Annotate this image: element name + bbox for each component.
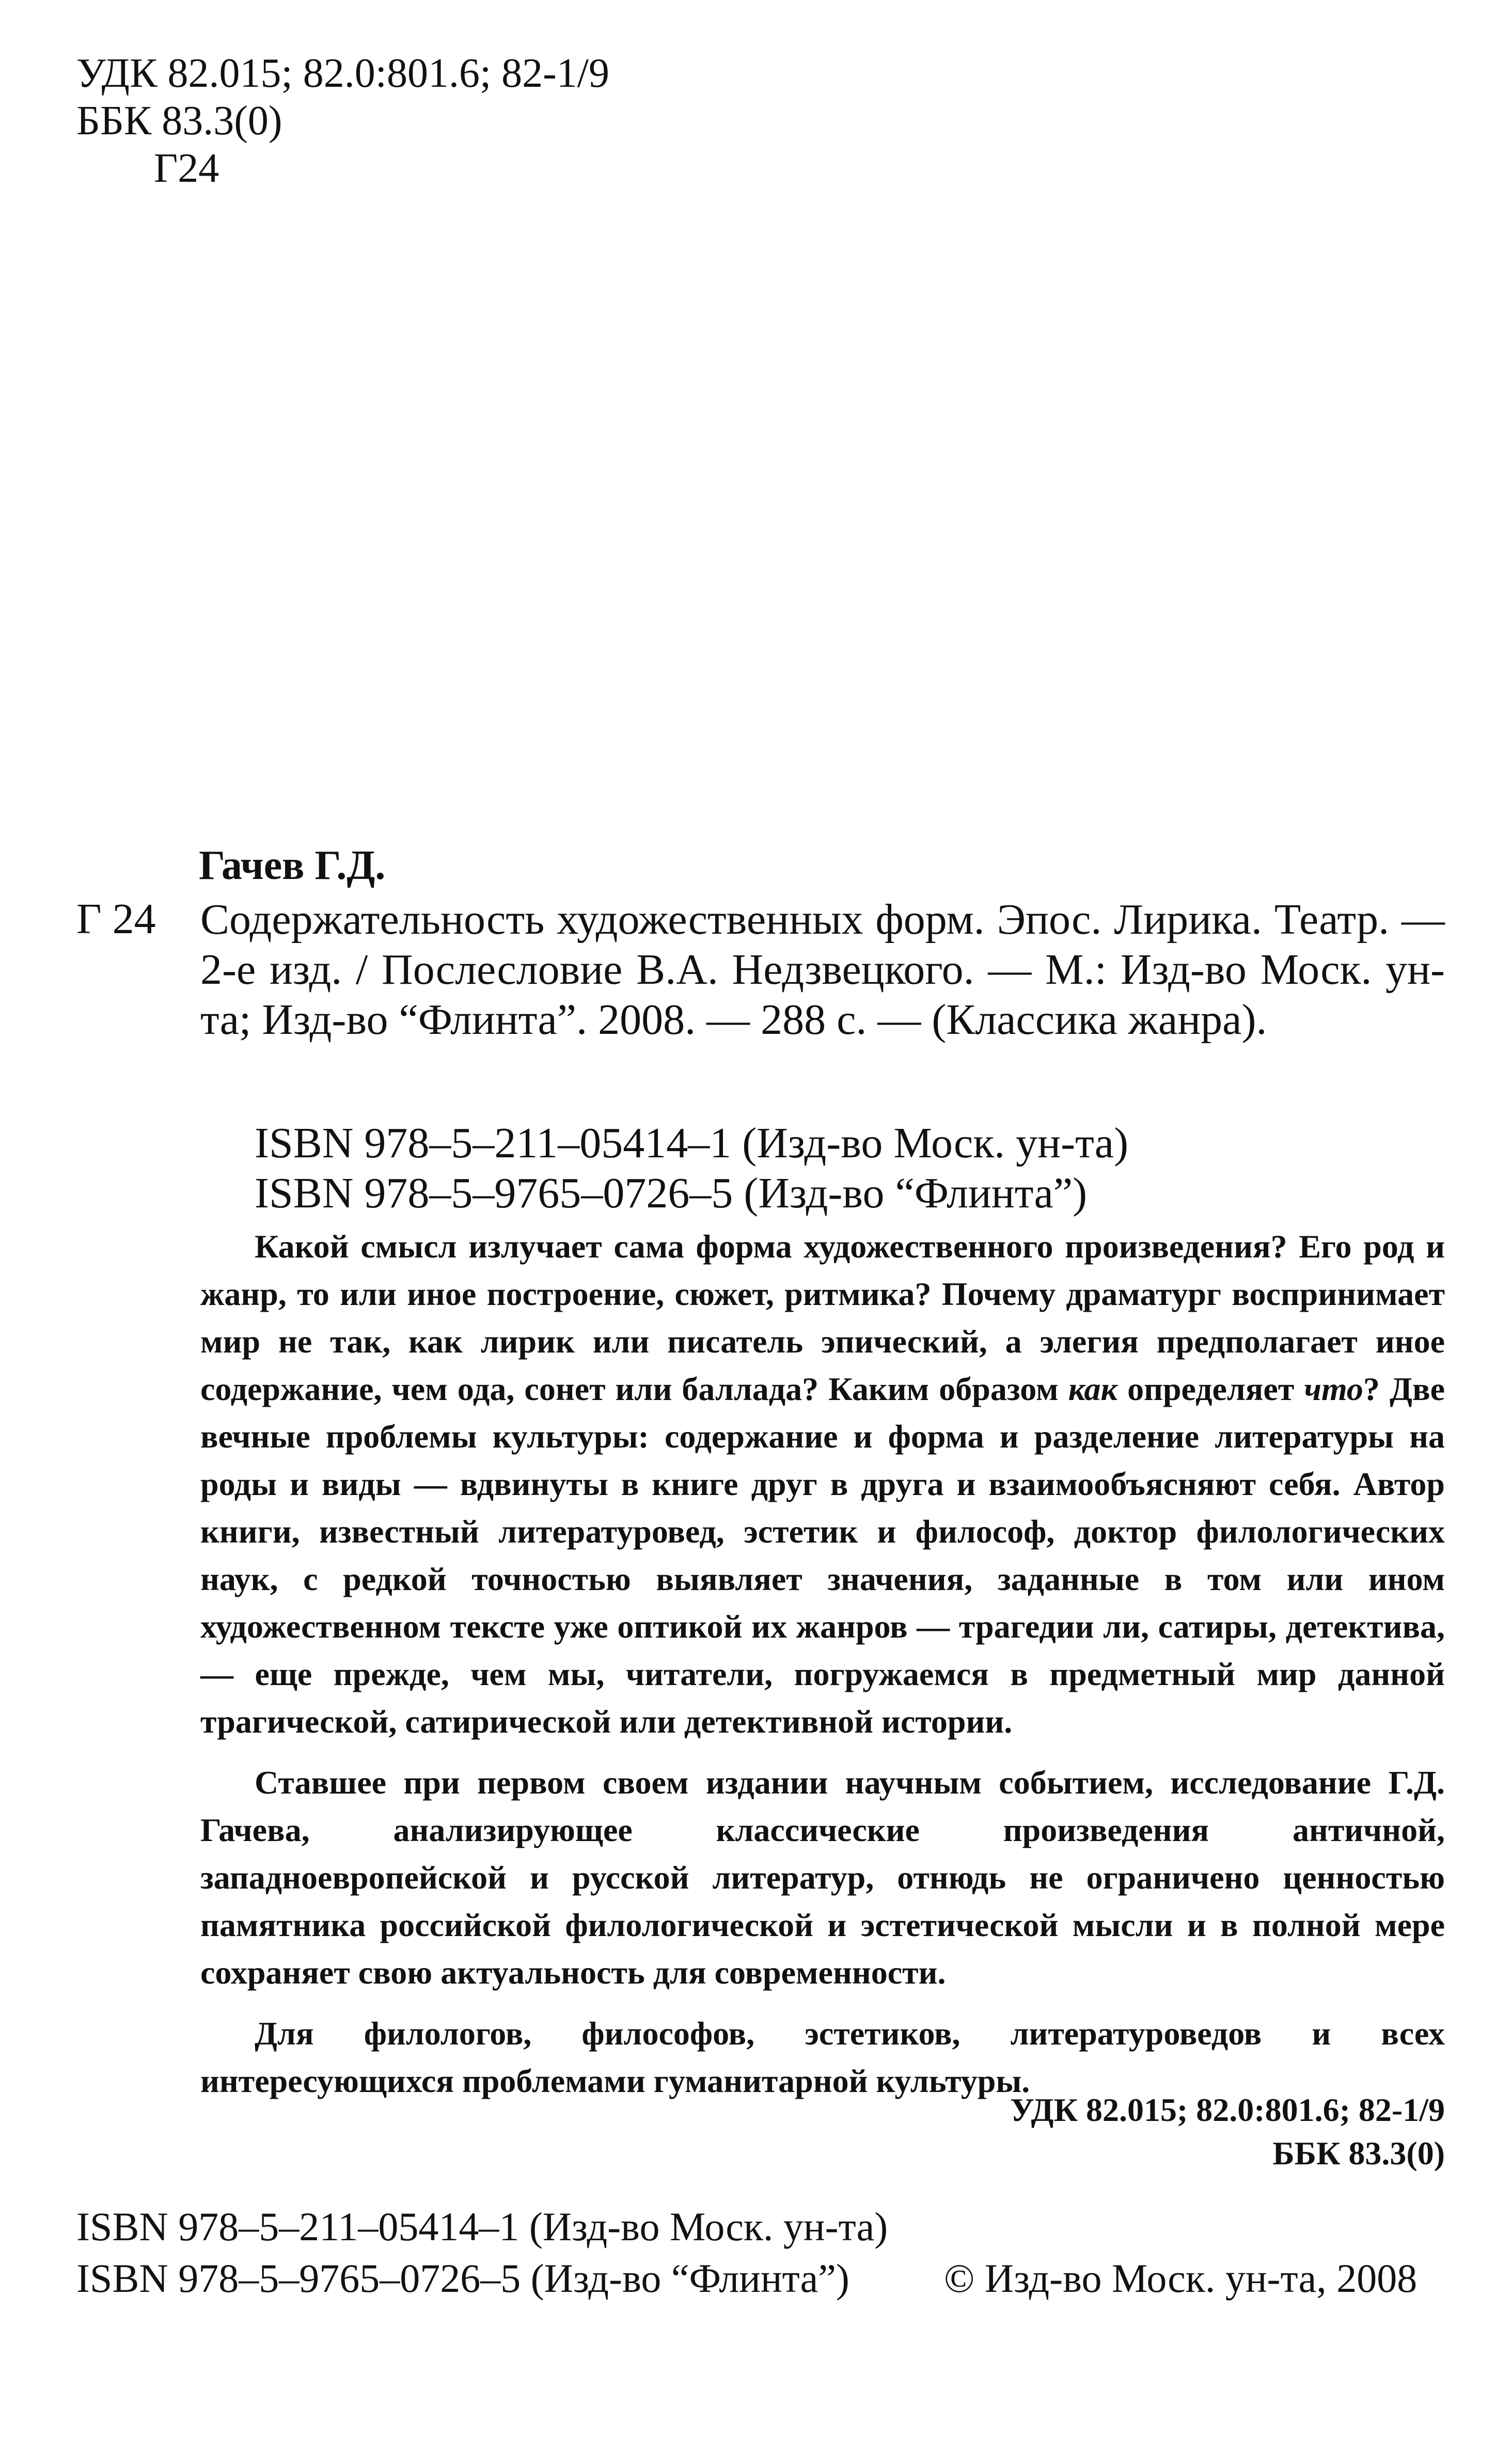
bibliographic-description <box>200 894 1445 1045</box>
bbk-code: ББК 83.3(0) <box>76 98 282 144</box>
udk-code: УДК 82.015; 82.0:801.6; 82-1/9 <box>1010 2092 1445 2128</box>
bbk-code: ББК 83.3(0) <box>1272 2135 1445 2172</box>
isbn-flinta: ISBN 978–5–9765–0726–5 (Изд-во “Флинта”) <box>255 1169 1088 1217</box>
author-mark: Г24 <box>154 146 219 191</box>
description-line: (Классика жанра). <box>932 996 1267 1044</box>
annotation <box>200 1223 1445 2118</box>
annotation-italic: как <box>1068 1371 1117 1407</box>
classification-footer <box>1010 2088 1445 2175</box>
isbn-msu: ISBN 978–5–211–05414–1 (Изд-во Моск. ун-та) <box>255 1119 1129 1167</box>
annotation-text: ? Две вечные проблемы культуры: содержание и форма и разделение литературы на роды и виды — вдвинуты в книге друг в друга и взаимообъясняют себя. Автор книги, известный литературовед, эстетик и философ, доктор филологических наук, с редкой точностью выявляет значения, заданные в том или ином художественном тексте уже оптикой их жанров — трагедии ли, сатиры, детектива, — еще прежде, чем мы, читатели, погружаемся в предметный мир данной трагической, сатирической или детективной истории. <box>200 1371 1445 1740</box>
annotation-text: Какой смысл излучает сама форма художественного произведения? Его род и жанр, то или иное построение, сюжет, ритмика? Почему драматург воспринимает мир не так, как лирик или писатель эпический, а элегия предполагает иное содержание, чем ода, сонет или баллада? Каким образом <box>200 1228 1445 1407</box>
annotation-paragraph: Для филологов, философов, эстетиков, литературоведов и всех интересующихся проблемами гуманитарной культуры. <box>200 2015 1445 2099</box>
annotation-paragraph: Ставшее при первом своем издании научным событием, исследование Г.Д. Гачева, анализирующее классические произведения античной, западноевропейской и русской литератур, отнюдь не ограничено ценностью памятника российской филологической и эстетической мысли и в полной мере сохраняет свою актуальность для современности. <box>200 1764 1445 1991</box>
annotation-paragraph <box>200 1223 1445 1746</box>
footer-row <box>76 2201 1445 2253</box>
classification-header <box>76 50 609 192</box>
isbn-flinta: ISBN 978–5–9765–0726–5 (Изд-во “Флинта”) <box>76 2256 849 2301</box>
udk-code: УДК 82.015; 82.0:801.6; 82-1/9 <box>76 51 610 96</box>
footer-row <box>76 2253 1445 2304</box>
description-line: Изд-во Моск. ун-та; Изд-во “Флинта”. 2008. — 288 с. — <box>200 946 1445 1044</box>
description-line: Содержательность художественных форм. Эпос. Лирика. <box>200 895 1262 944</box>
isbn-block <box>255 1118 1128 1218</box>
annotation-text: определяет <box>1117 1371 1304 1407</box>
copyright-notice: © Изд-во Моск. ун-та, 2008 <box>944 2256 1418 2301</box>
author-name: Гачев Г.Д. <box>199 843 386 888</box>
isbn-msu: ISBN 978–5–211–05414–1 (Изд-во Моск. ун-та) <box>76 2204 888 2249</box>
description-line: Театр. — 2-е изд. / Послесловие В.А. Недзвецкого. — М.: <box>200 895 1445 994</box>
footer <box>76 2201 1445 2304</box>
annotation-italic: что <box>1304 1371 1363 1407</box>
card-author-mark: Г 24 <box>76 895 156 943</box>
